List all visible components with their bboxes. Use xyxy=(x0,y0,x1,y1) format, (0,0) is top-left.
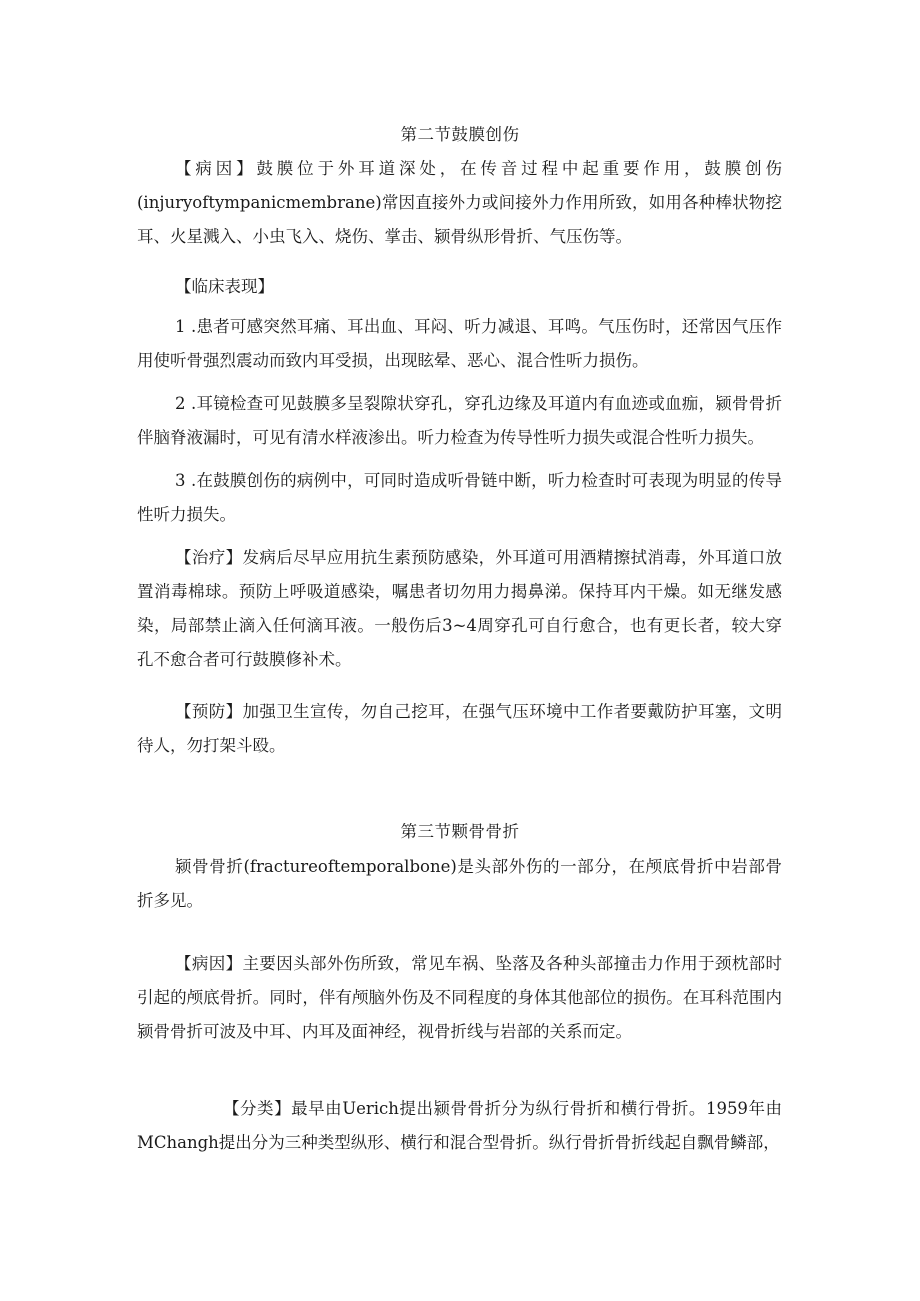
section2-treatment-paragraph: 【治疗】发病后尽早应用抗生素预防感染，外耳道可用酒精擦拭消毒，外耳道口放置消毒棉球。预防上呼吸道感染，嘱患者切勿用力揭鼻涕。保持耳内干燥。如无继发感染，局部禁止滴入任何滴耳液。一般伤后3~4周穿孔可自行愈合，也有更长者，较大穿孔不愈合者可行鼓膜修补术。 xyxy=(137,548,782,669)
clinical-item-3: 3 .在鼓膜创伤的病例中，可同时造成听骨链中断，听力检查时可表现为明显的传导性听力损失。 xyxy=(137,471,782,524)
section3-classification-paragraph: 【分类】最早由Uerich提出颍骨骨折分为纵行骨折和横行骨折。1959年由MChangh提出分为三种类型纵形、横行和混合型骨折。纵行骨折骨折线起自飘骨鳞部， xyxy=(137,1099,782,1152)
section3-cause-paragraph: 【病因】主要因头部外伤所致，常见车祸、坠落及各种头部撞击力作用于颈枕部时引起的颅底骨折。同时，伴有颅脑外伤及不同程度的身体其他部位的损伤。在耳科范围内颍骨骨折可波及中耳、内耳及面神经，视骨折线与岩部的关系而定。 xyxy=(137,954,782,1041)
section2-prevention-paragraph: 【预防】加强卫生宣传，勿自己挖耳，在强气压环境中工作者要戴防护耳塞，文明待人，勿打架斗殴。 xyxy=(137,702,782,755)
section3-intro-paragraph: 颍骨骨折(fractureoftemporalbone)是头部外伤的一部分，在颅底骨折中岩部骨折多见。 xyxy=(137,857,782,910)
section2-title: 第二节鼓膜创伤 xyxy=(400,125,520,144)
clinical-item-2: 2 .耳镜检查可见鼓膜多呈裂隙状穿孔，穿孔边缘及耳道内有血迹或血痂，颍骨骨折伴脑脊液漏时，可见有清水样液渗出。听力检查为传导性听力损失或混合性听力损失。 xyxy=(137,394,782,447)
section2-clinical-title: 【临床表现】 xyxy=(175,277,274,296)
clinical-item-1: 1 .患者可感突然耳痛、耳出血、耳闷、听力减退、耳鸣。气压伤时，还常因气压作用使听骨强烈震动而致内耳受损，出现眩晕、恶心、混合性听力损伤。 xyxy=(137,317,782,370)
section3-title: 第三节颗骨骨折 xyxy=(400,822,520,841)
section2-cause-paragraph: 【病因】鼓膜位于外耳道深处，在传音过程中起重要作用，鼓膜创伤(injuryoftympanicmembrane)常因直接外力或间接外力作用所致，如用各种棒状物挖耳、火星溅入、小虫飞入、烧伤、掌击、颍骨纵形骨折、气压伤等。 xyxy=(137,159,782,246)
